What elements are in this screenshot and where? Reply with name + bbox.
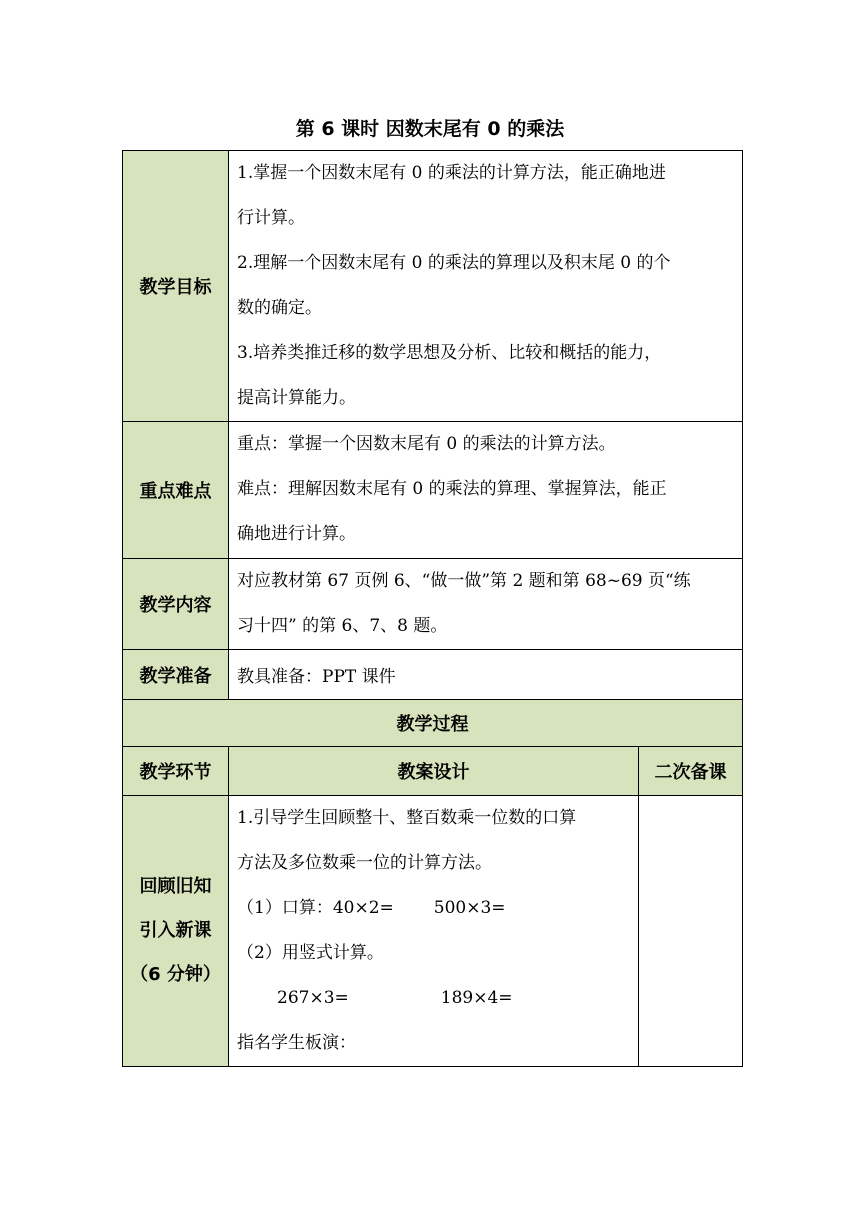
objectives-line: 2.理解一个因数末尾有 0 的乘法的算理以及积末尾 0 的个 bbox=[237, 253, 671, 273]
oral-calc-a: （1）口算：40×2= bbox=[237, 898, 394, 918]
key-points-row bbox=[123, 422, 743, 559]
objectives-line: 数的确定。 bbox=[237, 298, 322, 318]
objectives-line: 提高计算能力。 bbox=[237, 388, 356, 408]
content-text bbox=[229, 559, 743, 650]
review-label-line: 引入新课 bbox=[139, 920, 212, 941]
process-header-row bbox=[123, 700, 743, 747]
lesson-plan-table bbox=[122, 150, 743, 1067]
vertical-calc-line bbox=[237, 976, 632, 1021]
preparation-label: 教学准备 bbox=[123, 650, 229, 700]
review-line: 1.引导学生回顾整十、整百数乘一位数的口算 bbox=[237, 808, 577, 828]
lesson-title: 第 6 课时 因数末尾有 0 的乘法 bbox=[295, 118, 565, 140]
process-header: 教学过程 bbox=[123, 700, 743, 747]
preparation-text: 教具准备：PPT 课件 bbox=[229, 650, 743, 700]
objectives-row bbox=[123, 151, 743, 422]
oral-calc-b: 500×3= bbox=[433, 898, 506, 918]
review-label-line: （6 分钟） bbox=[130, 964, 221, 985]
vertical-calc-b: 189×4= bbox=[440, 988, 513, 1008]
objectives-content bbox=[229, 151, 743, 422]
vertical-calc-a: 267×3= bbox=[277, 988, 349, 1008]
objectives-line: 1.掌握一个因数末尾有 0 的乘法的计算方法，能正确地进 bbox=[237, 163, 666, 183]
objectives-line: 3.培养类推迁移的数学思想及分析、比较和概括的能力， bbox=[237, 343, 662, 363]
review-line: 指名学生板演： bbox=[237, 1033, 356, 1053]
col-stage-header: 教学环节 bbox=[123, 747, 229, 796]
review-design-content bbox=[229, 796, 639, 1067]
col-design-header: 教案设计 bbox=[229, 747, 639, 796]
vertical-calc-label: （2）用竖式计算。 bbox=[237, 943, 384, 963]
review-label-line: 回顾旧知 bbox=[139, 876, 212, 897]
review-stage-label bbox=[123, 796, 229, 1067]
preparation-row bbox=[123, 650, 743, 700]
objectives-label: 教学目标 bbox=[123, 151, 229, 422]
review-notes-cell bbox=[639, 796, 743, 1067]
key-points-line: 难点：理解因数末尾有 0 的乘法的算理、掌握算法，能正 bbox=[237, 479, 667, 499]
key-points-label: 重点难点 bbox=[123, 422, 229, 559]
content-row bbox=[123, 559, 743, 650]
content-line: 习十四” 的第 6、7、8 题。 bbox=[237, 616, 448, 636]
key-points-line: 重点：掌握一个因数末尾有 0 的乘法的计算方法。 bbox=[237, 434, 616, 454]
review-line: 方法及多位数乘一位的计算方法。 bbox=[237, 853, 492, 873]
content-line: 对应教材第 67 页例 6、“做一做”第 2 题和第 68~69 页“练 bbox=[237, 571, 691, 591]
review-row bbox=[123, 796, 743, 1067]
objectives-line: 行计算。 bbox=[237, 208, 305, 228]
content-label: 教学内容 bbox=[123, 559, 229, 650]
col-notes-header: 二次备课 bbox=[639, 747, 743, 796]
oral-calc-line bbox=[237, 886, 632, 931]
column-header-row bbox=[123, 747, 743, 796]
key-points-line: 确地进行计算。 bbox=[237, 524, 356, 544]
key-points-content bbox=[229, 422, 743, 559]
